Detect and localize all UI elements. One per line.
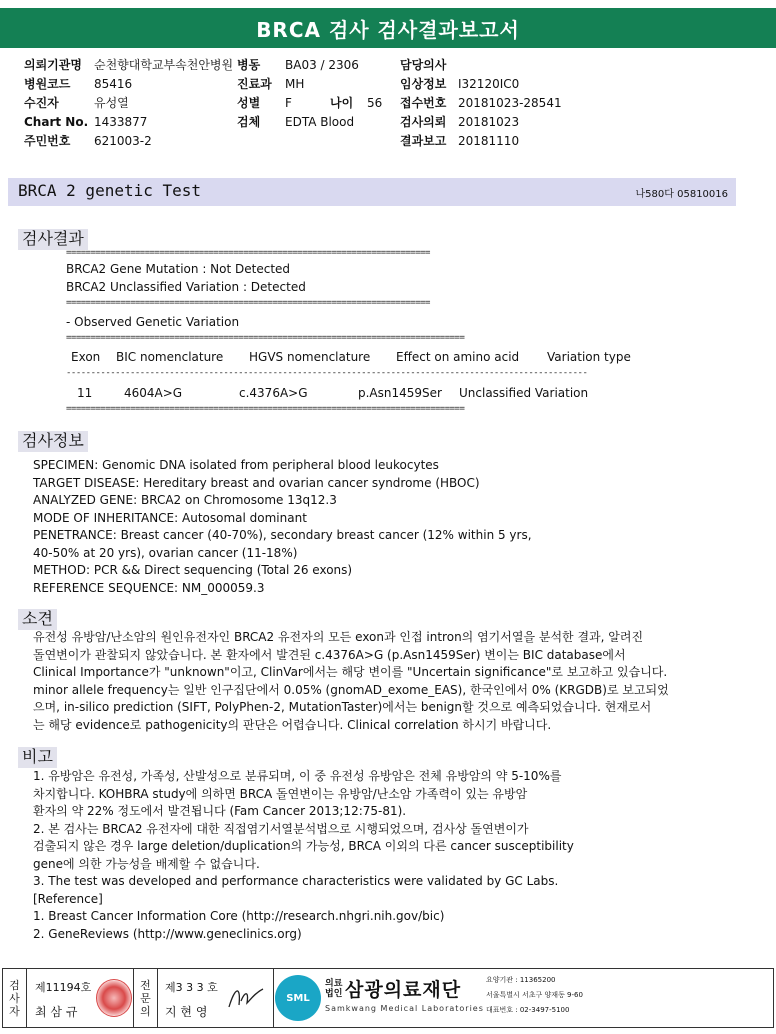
opinion-line: 유전성 유방암/난소암의 원인유전자인 BRCA2 유전자의 모든 exon과 인접 intron의 염기서열을 분석한 결과, 알려진 (33, 630, 644, 644)
variant-type: Unclassified Variation (459, 386, 589, 400)
result-rule-4: ---------------------------------------------------------------------------------------------------------- (66, 368, 588, 378)
ward-field-label: 성별 (237, 96, 261, 110)
age-label: 나이 (330, 96, 354, 110)
opinion-line: 돌연변이가 관찰되지 않았습니다. 본 환자에서 발견된 c.4376A>G (p.Asn1459Ser) 변이는 BIC database에서 (33, 647, 626, 662)
test-title: BRCA 2 genetic Test (18, 181, 202, 200)
specialist-label (134, 969, 158, 1027)
note-line: 3. The test was developed and performance characteristics were validated by GC Labs. (33, 874, 559, 888)
patient-field-row (24, 57, 234, 73)
result-rule-1: ========================================================================== (66, 248, 430, 258)
report-field-value: 20181110 (458, 134, 520, 148)
info-line: ANALYZED GENE: BRCA2 on Chromosome 13q12.3 (33, 493, 337, 507)
info-line: METHOD: PCR && Direct sequencing (Total 26 exons) (33, 563, 353, 577)
variant-bic: 4604A>G (124, 386, 183, 400)
note-line: 2. GeneReviews (http://www.geneclinics.org) (33, 926, 302, 941)
ward-field-label: 병동 (237, 58, 261, 72)
note-line: [Reference] (33, 891, 103, 906)
note-line: 1. 유방암은 유전성, 가족성, 산발성으로 분류되며, 이 중 유전성 유방암은 전체 유방암의 약 5-10%를 (33, 769, 562, 783)
patient-field-row (24, 133, 152, 149)
patient-field-value: 85416 (94, 77, 133, 91)
note-line: 2. 본 검사는 BRCA2 유전자에 대한 직접염기서열분석법으로 시행되었으며, 검사상 돌연변이가 (33, 821, 529, 836)
inspector-label (3, 969, 27, 1027)
note-line: 차지합니다. KOHBRA study에 의하면 BRCA 돌연변이는 유방암/난소암 가족력이 있는 유방암 (33, 786, 528, 801)
ward-field-label: 검체 (237, 115, 261, 129)
sml-logo-icon: SML (275, 975, 321, 1021)
result-mutation: BRCA2 Gene Mutation : Not Detected (66, 262, 291, 276)
variant-hgvs: c.4376A>G (239, 386, 308, 400)
org-name: 삼광의료재단 (345, 979, 462, 1001)
org-phone: 대표번호 : 02-3497-5100 (486, 1006, 570, 1014)
inspector-label-text: 검사자 (9, 978, 20, 1018)
age-value: 56 (367, 96, 383, 110)
ward-field-value: F (285, 96, 292, 110)
ward-field-row (237, 76, 305, 92)
report-field-value: 20181023 (458, 115, 520, 129)
info-line: REFERENCE SEQUENCE: NM_000059.3 (33, 580, 265, 595)
patient-field-value: 유성열 (94, 96, 129, 110)
report-field-row (400, 57, 446, 73)
result-rule-2: ========================================================================== (66, 298, 430, 308)
col-header-effect: Effect on amino acid (396, 350, 520, 364)
patient-field-label: 주민번호 (24, 134, 71, 148)
section-result-heading: 검사결과 (18, 229, 88, 250)
specialist-label-text: 전문의 (140, 978, 151, 1018)
col-header-bic: BIC nomenclature (116, 350, 224, 364)
report-field-value: 20181023-28541 (458, 96, 562, 110)
patient-field-row (24, 76, 133, 92)
section-opinion-heading: 소견 (18, 609, 57, 630)
info-line: SPECIMEN: Genomic DNA isolated from peripheral blood leukocytes (33, 458, 439, 472)
patient-field-label: 수진자 (24, 96, 59, 110)
report-field-label: 결과보고 (400, 134, 447, 148)
section-info-heading: 검사정보 (18, 431, 88, 452)
variant-effect: p.Asn1459Ser (358, 386, 442, 400)
col-header-hgvs: HGVS nomenclature (249, 350, 371, 364)
patient-field-value: 621003-2 (94, 134, 152, 148)
section-note-heading: 비고 (18, 747, 57, 768)
result-rule-5: ================================================================================= (66, 404, 465, 414)
ward-field-value: EDTA Blood (285, 115, 355, 129)
result-observed: - Observed Genetic Variation (66, 315, 240, 329)
test-title-bar (8, 178, 736, 206)
ward-field-row (237, 57, 359, 73)
patient-field-label: 의뢰기관명 (24, 58, 82, 72)
patient-field-value: 1433877 (94, 115, 148, 129)
report-field-row (400, 114, 520, 130)
patient-field-label: 병원코드 (24, 77, 71, 91)
report-field-label: 접수번호 (400, 96, 447, 110)
report-field-row (400, 76, 520, 92)
report-field-value: I32120IC0 (458, 77, 520, 91)
report-field-label: 임상정보 (400, 77, 447, 91)
inspector-name: 최 삼 규 (35, 1005, 78, 1019)
signature-footer (2, 968, 774, 1028)
col-header-exon: Exon (71, 350, 101, 364)
note-line: gene에 의한 가능성을 배제할 수 없습니다. (33, 856, 260, 871)
patient-field-row (24, 95, 129, 111)
org-eng-name: Samkwang Medical Laboratories (325, 1004, 484, 1013)
inspector-reg: 제11194호 (35, 981, 92, 994)
inst-code: 요양기관 : 11365200 (486, 976, 556, 984)
variant-exon: 11 (77, 386, 93, 400)
info-line: MODE OF INHERITANCE: Autosomal dominant (33, 510, 307, 525)
ward-field-value: MH (285, 77, 305, 91)
info-line: TARGET DISEASE: Hereditary breast and ovarian cancer syndrome (HBOC) (33, 475, 480, 490)
specialist-signature (225, 983, 269, 1013)
ward-field-value: BA03 / 2306 (285, 58, 359, 72)
report-field-row (400, 133, 520, 149)
report-field-label: 담당의사 (400, 58, 447, 72)
result-unclassified: BRCA2 Unclassified Variation : Detected (66, 280, 306, 294)
note-line: 검출되지 않은 경우 large deletion/duplication의 가능성, BRCA 이외의 다른 cancer susceptibility (33, 839, 574, 853)
report-field-row (400, 95, 562, 111)
note-line: 환자의 약 22% 정도에서 발견됩니다 (Fam Cancer 2013;12:75-81). (33, 804, 407, 818)
col-header-variation: Variation type (547, 350, 631, 364)
report-title: BRCA 검사 검사결과보고서 (0, 8, 776, 48)
org-type: 의료법인 (325, 979, 343, 999)
patient-field-label: Chart No. (24, 115, 89, 129)
result-rule-3: ================================================================================= (66, 333, 465, 343)
report-field-label: 검사의뢰 (400, 115, 447, 129)
ward-field-row (237, 95, 292, 111)
opinion-line: Clinical Importance가 "unknown"이고, ClinVar에서는 해당 변이를 "Uncertain significance"로 보고하고 있습니다. (33, 665, 668, 679)
patient-field-row (24, 114, 148, 130)
patient-field-value: 순천향대학교부속천안병원 (94, 58, 234, 72)
opinion-line: minor allele frequency는 일반 인구집단에서 0.05% (gnomAD_exome_EAS), 한국인에서 0% (KRGDB)로 보고되었 (33, 682, 669, 697)
info-line: 40-50% at 20 yrs), ovarian cancer (11-18%) (33, 545, 298, 560)
age-field (330, 95, 382, 111)
ward-field-row (237, 114, 355, 130)
note-line: 1. Breast Cancer Information Core (http://research.nhgri.nih.gov/bic) (33, 909, 445, 923)
ward-field-label: 진료과 (237, 77, 272, 91)
org-address: 서울특별시 서초구 양재동 9-60 (486, 991, 583, 999)
opinion-line: 는 해당 evidence로 pathogenicity의 판단은 어렵습니다. Clinical correlation 하시기 바랍니다. (33, 717, 552, 732)
info-line: PENETRANCE: Breast cancer (40-70%), secondary breast cancer (12% within 5 yrs, (33, 528, 532, 542)
test-code: 나580다 05810016 (635, 189, 728, 200)
opinion-line: 으며, in-silico prediction (SIFT, PolyPhen-2, MutationTaster)에서는 benign할 것으로 예측되었습니다. 현재로서 (33, 700, 652, 714)
inspector-seal (96, 979, 132, 1017)
specialist-reg: 제3 3 3 호 (165, 981, 218, 994)
specialist-name: 지 현 영 (165, 1005, 208, 1019)
